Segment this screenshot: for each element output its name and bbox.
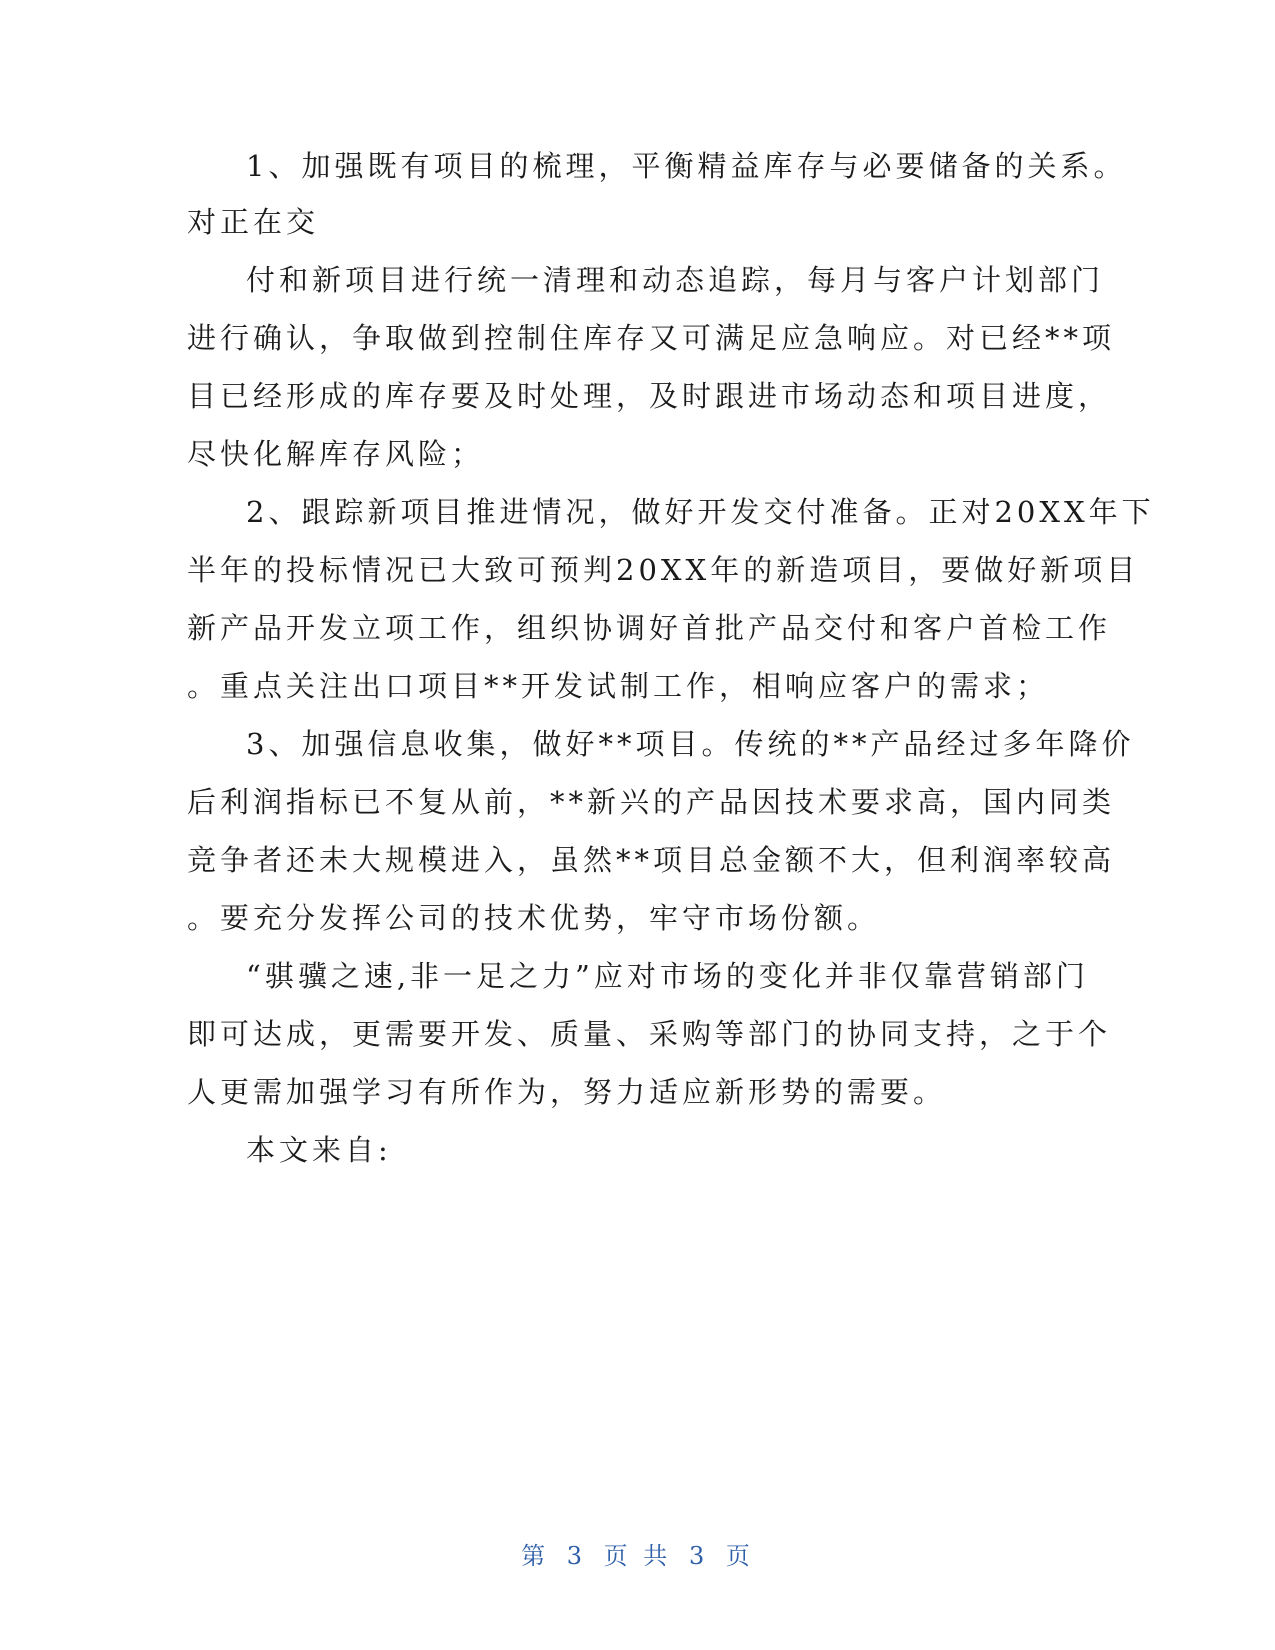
paragraph-3-line-4: 。重点关注出口项目**开发试制工作，相响应客户的需求； (187, 669, 1050, 703)
source-label: 本文来自: (246, 1133, 392, 1167)
paragraph-3-line-1: 2、跟踪新项目推进情况，做好开发交付准备。正对20XX年下 (246, 495, 1155, 529)
paragraph-4-line-3: 竞争者还未大规模进入，虽然**项目总金额不大，但利润率较高 (187, 843, 1116, 877)
paragraph-5-line-1: “骐骥之速,非一足之力”应对市场的变化并非仅靠营销部门 (246, 959, 1089, 993)
paragraph-2-line-2: 进行确认，争取做到控制住库存又可满足应急响应。对已经**项 (187, 321, 1116, 355)
paragraph-3-line-2: 半年的投标情况已大致可预判20XX年的新造项目，要做好新项目 (187, 553, 1140, 587)
paragraph-4-line-4: 。要充分发挥公司的技术优势，牢守市场份额。 (187, 901, 881, 935)
paragraph-5-line-3: 人更需加强学习有所作为，努力适应新形势的需要。 (187, 1075, 947, 1109)
footer-current-page: 3 (566, 1542, 587, 1570)
footer-middle: 页 共 (603, 1542, 672, 1570)
footer-total-pages: 3 (688, 1542, 709, 1570)
paragraph-3-line-3: 新产品开发立项工作，组织协调好首批产品交付和客户首检工作 (187, 611, 1112, 645)
paragraph-4-line-2: 后利润指标已不复从前，**新兴的产品因技术要求高，国内同类 (187, 785, 1116, 819)
paragraph-2-line-1: 付和新项目进行统一清理和动态追踪，每月与客户计划部门 (246, 263, 1105, 297)
page-footer (0, 1536, 1275, 1571)
paragraph-2-line-3: 目已经形成的库存要及时处理，及时跟进市场动态和项目进度， (187, 379, 1112, 413)
paragraph-2-line-4: 尽快化解库存风险； (187, 437, 485, 471)
paragraph-1-line-1: 1、加强既有项目的梳理，平衡精益库存与必要储备的关系。 (246, 149, 1127, 183)
footer-prefix: 第 (521, 1542, 550, 1570)
paragraph-1-line-2: 对正在交 (187, 205, 320, 239)
footer-suffix: 页 (725, 1542, 754, 1570)
paragraph-5-line-2: 即可达成，更需要开发、质量、采购等部门的协同支持，之于个 (187, 1017, 1112, 1051)
paragraph-4-line-1: 3、加强信息收集，做好**项目。传统的**产品经过多年降价 (246, 727, 1135, 761)
